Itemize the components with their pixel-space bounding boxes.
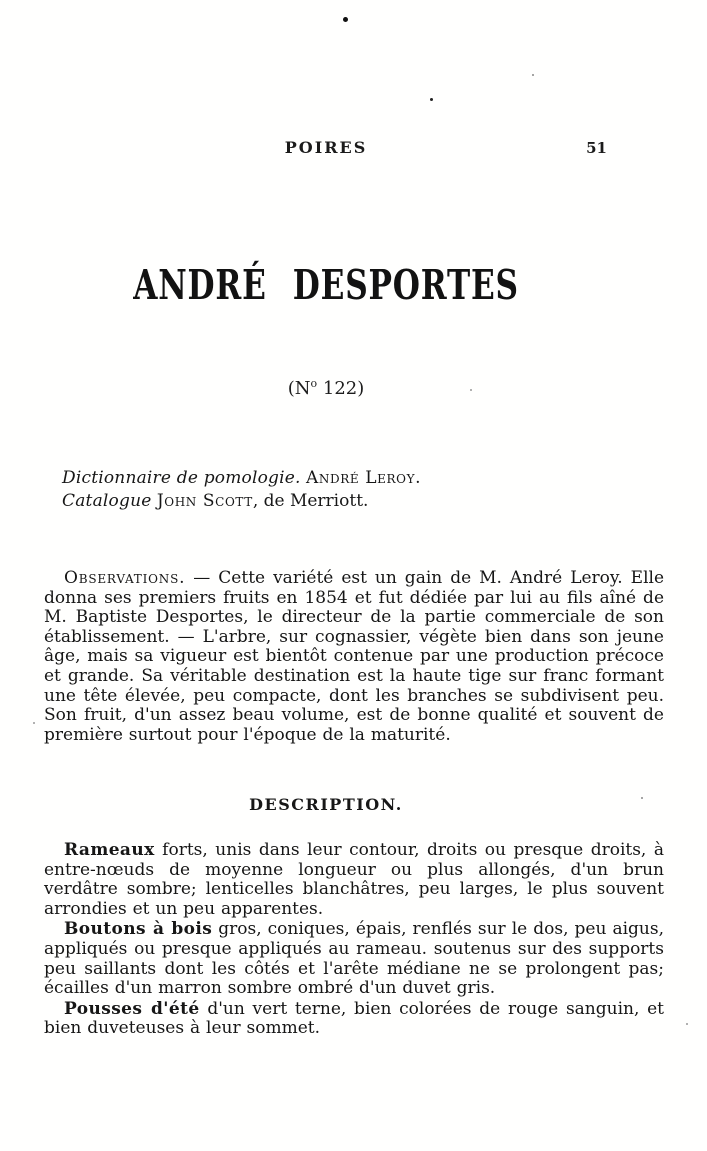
entry-text: gros, coniques, épais, renflés sur le dos, peu aigus, appliqués ou presque appliqués au rameau. soutenus sur des supports peu saillants dont les côtés et l'arête médiane ne se prolongent pas; écailles d'un marron sombre ombré d'un duvet gris. [44, 919, 664, 999]
entry-term: Rameaux [64, 840, 155, 860]
description-heading: DESCRIPTION. [249, 795, 403, 814]
edition-suffix: 122) [317, 378, 365, 399]
ink-speck [532, 74, 534, 76]
reference-line [62, 490, 421, 513]
observations-text: Cette variété est un gain de M. André Leroy. Elle donna ses premiers fruits en 1854 et fut dédiée par lui au fils aîné de M. Baptiste Desportes, le directeur de la partie commerciale de son établissement. — L'arbre, sur cognassier, végète bien dans son jeune âge, mais sa vigueur est bientôt contenue par une production précoce et grande. Sa véritable destination est la haute tige sur franc formant une tête élevée, peu compacte, dont les branches se subdivisent peu. Son fruit, d'un assez beau volume, est de bonne qualité et souvent de première surtout pour l'époque de la maturité. [44, 568, 665, 745]
observations-label: Observations. [64, 568, 186, 588]
reference-list [62, 467, 421, 513]
edition-ordinal: o [310, 377, 318, 390]
reference-tail: , de Merriott. [252, 491, 369, 511]
entry-rameaux [44, 841, 664, 919]
reference-work-title: Dictionnaire de pomologie. [62, 468, 301, 488]
entry-term: Boutons à bois [64, 919, 213, 940]
page-title [45, 262, 607, 308]
running-title: POIRES [284, 138, 368, 157]
ink-speck [33, 722, 35, 724]
reference-work-title: Catalogue [62, 491, 152, 511]
observations-paragraph [44, 569, 664, 745]
entry-text: forts, unis dans leur contour, droits ou presque droits, à entre-nœuds de moyenne longueur ou plus allongés, d'un brun verdâtre sombre; lenticelles blanchâtres, peu larges, le plus souvent arrondies et un peu apparentes. [44, 840, 664, 919]
edition-prefix: (N [287, 378, 311, 399]
ink-speck [641, 797, 643, 799]
edition-number [45, 377, 607, 399]
page-title-text: ANDRÉ DESPORTES [133, 260, 519, 310]
reference-tail: . [415, 468, 421, 488]
entry-pousses-d-ete [44, 1000, 664, 1039]
reference-author: André Leroy [306, 468, 416, 488]
ink-speck [343, 17, 348, 22]
ink-speck [430, 98, 433, 101]
reference-author: John Scott [156, 491, 253, 511]
entry-text: d'un vert terne, bien colorées de rouge sanguin, et bien duveteuses à leur sommet. [44, 998, 665, 1039]
reference-line [62, 467, 421, 490]
page-number: 51 [586, 139, 607, 157]
entry-term: Pousses d'été [64, 998, 200, 1019]
description-entries [44, 841, 664, 1040]
observations-separator: — [185, 568, 219, 588]
running-header [45, 138, 607, 157]
ink-speck [686, 1023, 688, 1025]
entry-boutons-a-bois [44, 920, 664, 998]
